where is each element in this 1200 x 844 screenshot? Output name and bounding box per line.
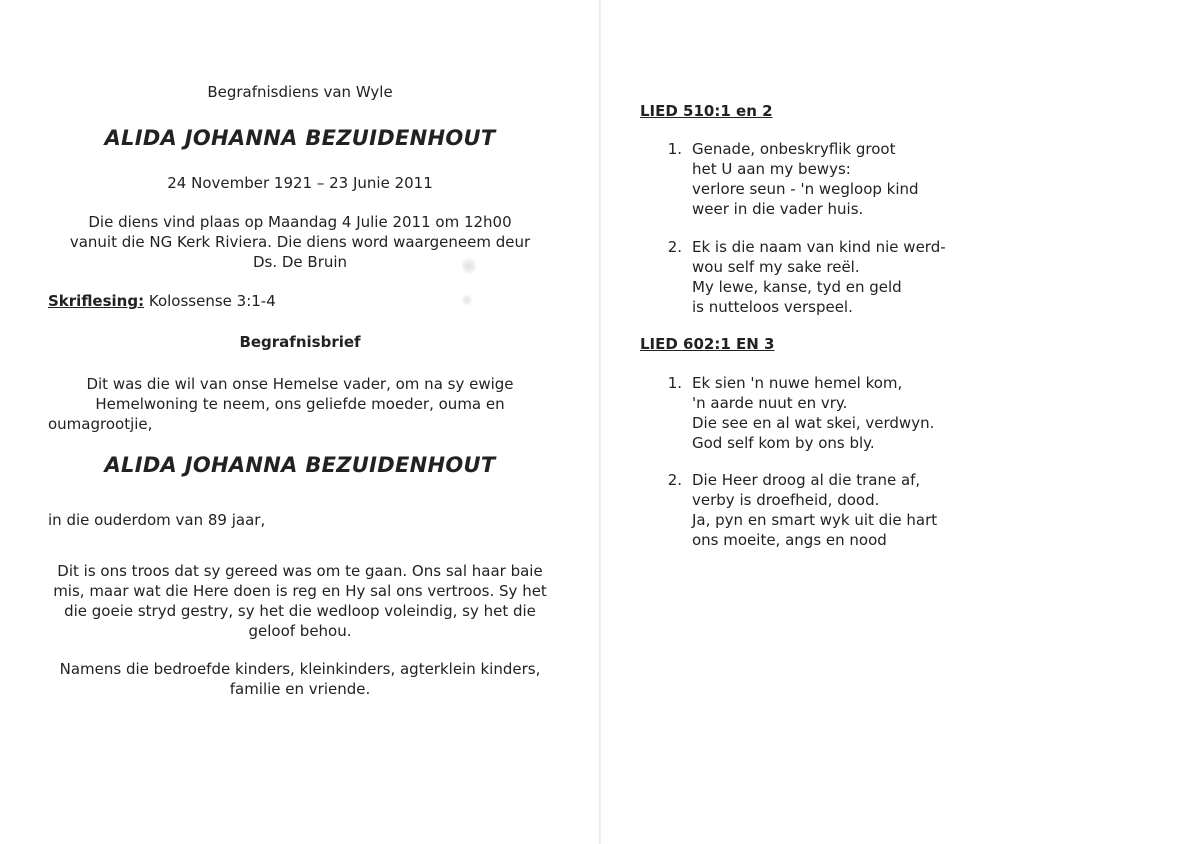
verse-line: My lewe, kanse, tyd en geld: [692, 278, 902, 296]
service-line: Ds. De Bruin: [252, 253, 348, 271]
verse: [692, 470, 937, 550]
verse-line: weer in die vader huis.: [692, 200, 864, 218]
paper-smudge: [462, 258, 476, 274]
verse: [692, 373, 934, 453]
verse-line: Die see en al wat skei, verdwyn.: [692, 414, 935, 432]
verse-number: 2.: [667, 238, 682, 256]
paper-smudge: [462, 295, 472, 305]
scripture-label: Skriflesing:: [48, 292, 145, 310]
service-line: vanuit die NG Kerk Riviera. Die diens word waargeneem deur: [69, 233, 531, 251]
verse-line: het U aan my bewys:: [692, 160, 851, 178]
verse-line: verlore seun - 'n wegloop kind: [692, 180, 919, 198]
verse: [692, 139, 919, 219]
verse-line: Die Heer droog al die trane af,: [692, 471, 921, 489]
deceased-name-repeat: ALIDA JOHANNA BEZUIDENHOUT: [104, 453, 496, 477]
verse-line: God self kom by ons bly.: [692, 434, 875, 452]
letter-line: Dit was die wil van onse Hemelse vader, om na sy ewige: [86, 375, 514, 393]
family-line: Namens die bedroefde kinders, kleinkinders, agterklein kinders,: [59, 660, 541, 678]
verse-number: 2.: [667, 471, 682, 489]
right-page: [600, 0, 1200, 844]
comfort-line: Dit is ons troos dat sy gereed was om te gaan. Ons sal haar baie: [57, 562, 543, 580]
comfort-line: die goeie stryd gestry, sy het die wedloop voleindig, sy het die: [64, 602, 536, 620]
verse: [692, 237, 946, 317]
verse-line: Genade, onbeskryflik groot: [692, 140, 896, 158]
service-line: Die diens vind plaas op Maandag 4 Julie 2011 om 12h00: [88, 213, 512, 231]
service-intro: Begrafnisdiens van Wyle: [207, 83, 393, 101]
comfort-line: geloof behou.: [248, 622, 352, 640]
comfort-line: mis, maar wat die Here doen is reg en Hy sal ons vertroos. Sy het: [53, 582, 547, 600]
age-line: in die ouderdom van 89 jaar,: [48, 511, 266, 529]
family-line: familie en vriende.: [229, 680, 371, 698]
life-dates: 24 November 1921 – 23 Junie 2011: [167, 174, 433, 192]
verse-line: ons moeite, angs en nood: [692, 531, 887, 549]
letter-line: oumagrootjie,: [48, 415, 153, 433]
scripture-reading: [48, 291, 276, 311]
letter-heading: Begrafnisbrief: [239, 333, 361, 351]
verse-line: wou self my sake reël.: [692, 258, 860, 276]
verse-line: Ja, pyn en smart wyk uit die hart: [692, 511, 938, 529]
hymn-title-1: LIED 510:1 en 2: [640, 102, 773, 120]
verse-number: 1.: [667, 140, 682, 158]
verse-line: 'n aarde nuut en vry.: [692, 394, 848, 412]
deceased-name: ALIDA JOHANNA BEZUIDENHOUT: [104, 126, 496, 150]
verse-line: Ek sien 'n nuwe hemel kom,: [692, 374, 903, 392]
hymn-title-2: LIED 602:1 EN 3: [640, 335, 775, 353]
verse-line: verby is droefheid, dood.: [692, 491, 880, 509]
verse-line: Ek is die naam van kind nie werd-: [692, 238, 946, 256]
letter-line: Hemelwoning te neem, ons geliefde moeder, ouma en: [95, 395, 505, 413]
scripture-text: Kolossense 3:1-4: [148, 292, 276, 310]
verse-number: 1.: [667, 374, 682, 392]
verse-line: is nutteloos verspeel.: [692, 298, 853, 316]
